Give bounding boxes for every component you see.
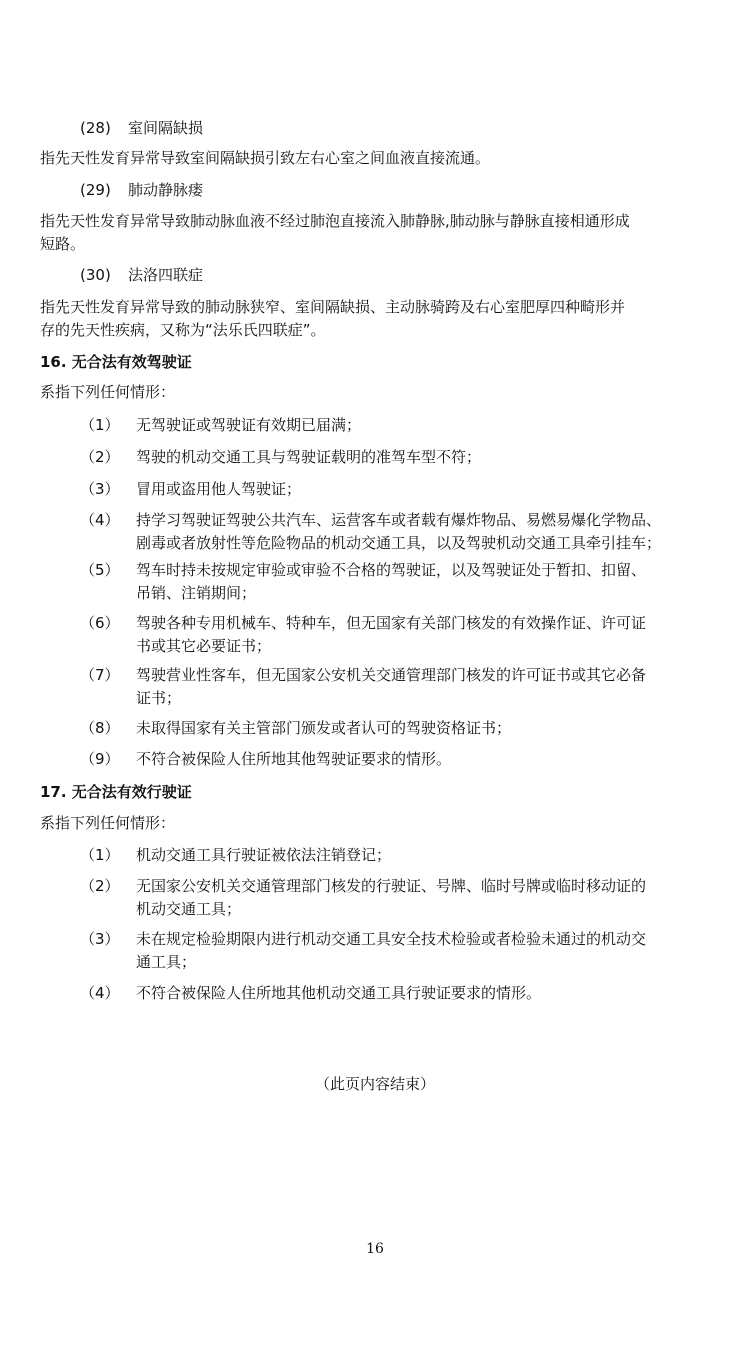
list-item-text: 驾车时持未按规定审验或审验不合格的驾驶证，以及驾驶证处于暂扣、扣留、	[136, 561, 647, 579]
list-item-text: 持学习驾驶证驾驶公共汽车、运营客车或者载有爆炸物品、易燃易爆化学物品、	[136, 511, 662, 529]
list-item-text: 驾驶的机动交通工具与驾驶证载明的准驾车型不符；	[136, 448, 482, 466]
list-item-text: 驾驶各种专用机械车、特种车，但无国家有关部门核发的有效操作证、许可证	[136, 614, 647, 632]
list-item-text: 不符合被保险人住所地其他机动交通工具行驶证要求的情形。	[136, 984, 542, 1002]
list-item-number: （2）	[80, 448, 120, 466]
item-title: 肺动静脉瘘	[128, 181, 204, 199]
item-definition: 指先天性发育异常导致的肺动脉狭窄、室间隔缺损、主动脉骑跨及右心室肥厚四种畸形并	[40, 298, 626, 316]
section-intro: 系指下列任何情形：	[40, 383, 176, 401]
section-intro: 系指下列任何情形：	[40, 814, 176, 832]
list-item-number: （9）	[80, 750, 120, 768]
list-item-number: （1）	[80, 846, 120, 864]
item-definition: 指先天性发育异常导致室间隔缺损引致左右心室之间血液直接流通。	[40, 149, 491, 167]
page-number: 16	[366, 1241, 384, 1257]
list-item-text: 未在规定检验期限内进行机动交通工具安全技术检验或者检验未通过的机动交	[136, 930, 647, 948]
item-number: (28)	[80, 119, 111, 137]
list-item-number: （4）	[80, 511, 120, 529]
item-title: 室间隔缺损	[128, 119, 204, 137]
list-item-text: 无驾驶证或驾驶证有效期已届满；	[136, 416, 362, 434]
list-item-number: （1）	[80, 416, 120, 434]
item-definition: 指先天性发育异常导致肺动脉血液不经过肺泡直接流入肺静脉,肺动脉与静脉直接相通形成	[40, 212, 630, 230]
item-title: 法洛四联症	[128, 266, 204, 284]
list-item-number: （3）	[80, 480, 120, 498]
list-item-text: 剧毒或者放射性等危险物品的机动交通工具，以及驾驶机动交通工具牵引挂车；	[136, 534, 662, 552]
list-item-number: （4）	[80, 984, 120, 1002]
list-item-text: 通工具；	[136, 953, 197, 971]
list-item-text: 吊销、注销期间；	[136, 584, 257, 602]
list-item-number: （7）	[80, 666, 120, 684]
section-heading: 17. 无合法有效行驶证	[40, 783, 192, 801]
list-item-text: 不符合被保险人住所地其他驾驶证要求的情形。	[136, 750, 452, 768]
list-item-text: 机动交通工具；	[136, 900, 242, 918]
list-item-text: 证书；	[136, 689, 182, 707]
list-item-text: 无国家公安机关交通管理部门核发的行驶证、号牌、临时号牌或临时移动证的	[136, 877, 647, 895]
list-item-text: 未取得国家有关主管部门颁发或者认可的驾驶资格证书；	[136, 719, 512, 737]
list-item-text: 书或其它必要证书；	[136, 637, 272, 655]
list-item-number: （5）	[80, 561, 120, 579]
list-item-number: （3）	[80, 930, 120, 948]
list-item-number: （8）	[80, 719, 120, 737]
list-item-text: 冒用或盗用他人驾驶证；	[136, 480, 302, 498]
item-definition: 短路。	[40, 235, 86, 253]
list-item-number: （6）	[80, 614, 120, 632]
list-item-text: 驾驶营业性客车，但无国家公安机关交通管理部门核发的许可证书或其它必备	[136, 666, 647, 684]
list-item-number: （2）	[80, 877, 120, 895]
section-heading: 16. 无合法有效驾驶证	[40, 353, 192, 371]
end-of-page-note: （此页内容结束）	[314, 1075, 435, 1093]
list-item-text: 机动交通工具行驶证被依法注销登记；	[136, 846, 392, 864]
item-definition: 存的先天性疾病，又称为“法乐氏四联症”。	[40, 321, 326, 339]
item-number: (29)	[80, 181, 111, 199]
item-number: (30)	[80, 266, 111, 284]
